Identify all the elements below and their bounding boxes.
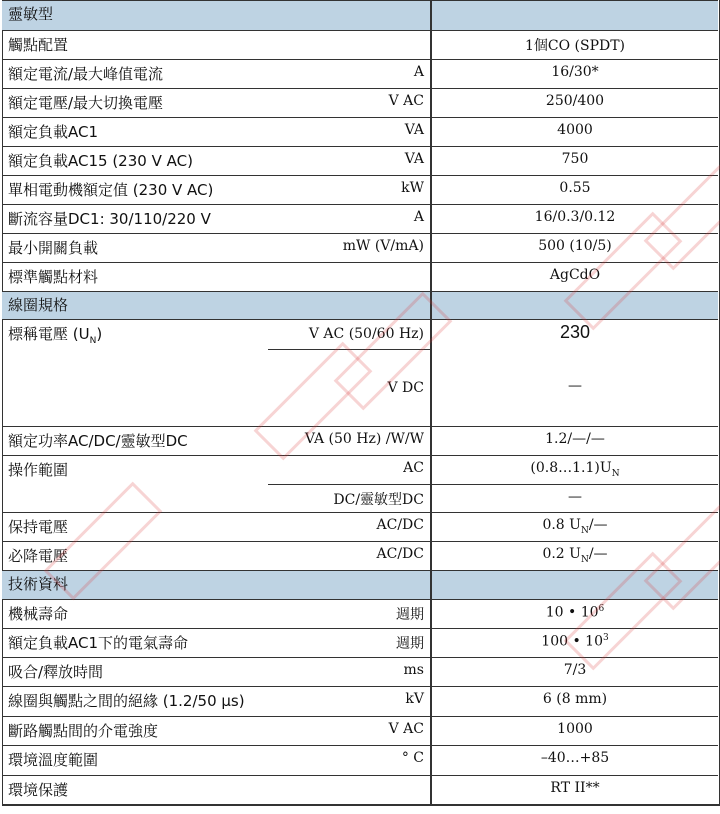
rated-power-label: 額定功率AC/DC/靈敏型DC	[8, 432, 188, 450]
contact-spec-row	[2, 175, 718, 204]
hold-voltage-unit: AC/DC	[376, 517, 424, 533]
nominal-ac-unit: V AC (50/60 Hz)	[308, 326, 424, 342]
range-dc-unit: DC/靈敏型DC	[333, 492, 424, 508]
mechanical-life-unit: 週期	[396, 607, 424, 623]
spec-label: 額定負載AC1	[8, 123, 99, 141]
spec-value: 250/400	[545, 93, 605, 109]
spec-value: RT II**	[550, 779, 600, 796]
column-divider	[430, 629, 432, 657]
contact-spec-row	[2, 59, 718, 88]
spec-value: 1個CO (SPDT)	[524, 38, 626, 54]
spec-label: 環境保護	[8, 780, 69, 799]
operating-range-label: 操作範圍	[8, 461, 69, 479]
spec-unit: A	[413, 64, 424, 80]
electrical-life-unit: 週期	[396, 636, 424, 652]
section-title: 靈敏型	[8, 5, 54, 23]
contact-spec-row	[2, 88, 718, 117]
column-divider	[430, 600, 432, 628]
spec-value: 16/30*	[551, 64, 599, 80]
rated-power-value: 1.2/—/—	[545, 431, 605, 447]
spec-unit: kV	[405, 691, 424, 708]
rated-power-row	[2, 426, 718, 455]
spec-value: AgCdO	[549, 267, 601, 283]
spec-label: 吸合/釋放時間	[8, 663, 104, 681]
spec-label: 最小開關負載	[8, 239, 99, 257]
column-divider	[430, 118, 432, 146]
range-ac-value: $(0.8\dots 1.1)U_N$	[530, 460, 620, 479]
spec-value: 16/0.3/0.12	[534, 209, 616, 225]
spec-value: 7/3	[563, 662, 587, 678]
column-divider	[430, 542, 432, 570]
range-dc-value: —	[568, 489, 582, 505]
nominal-dc-unit: V DC	[387, 380, 424, 396]
spec-unit: V AC	[388, 93, 424, 109]
nominal-ac-value: 230	[559, 322, 591, 342]
spec-label: 觸點配置	[8, 36, 69, 54]
drop-voltage-value: 0.2 $U_N/—$	[542, 546, 608, 565]
nominal-dc-value: —	[568, 378, 582, 394]
spec-unit: VA	[404, 122, 424, 138]
spec-label: 額定負載AC15 (230 V AC)	[8, 152, 193, 170]
spec-label: 標準觸點材料	[8, 268, 99, 286]
spec-unit: ms	[403, 662, 424, 678]
spec-unit: V AC	[388, 720, 424, 737]
drop-voltage-label: 必降電壓	[8, 547, 69, 565]
contact-spec-row	[2, 204, 718, 233]
hold-voltage-value: 0.8 $U_N/—$	[542, 517, 608, 536]
spec-label: 單相電動機額定值 (230 V AC)	[8, 181, 214, 199]
technical-spec-row	[2, 716, 718, 745]
section-header-sensitive	[2, 0, 718, 30]
spec-label: 斷路觸點間的介電強度	[8, 721, 159, 740]
column-divider	[430, 147, 432, 175]
spec-label: 額定電流/最大峰值電流	[8, 65, 164, 83]
range-ac-unit: AC	[403, 460, 424, 476]
rated-power-unit: VA (50 Hz) /W/W	[304, 431, 424, 447]
hold-voltage-label: 保持電壓	[8, 518, 69, 536]
column-divider	[430, 176, 432, 204]
column-divider	[430, 89, 432, 117]
spec-unit: A	[413, 209, 424, 225]
electrical-life-label: 額定負載AC1下的電氣壽命	[8, 634, 189, 652]
column-divider	[430, 776, 432, 804]
spec-value: 500 (10/5)	[538, 238, 612, 254]
column-divider	[430, 60, 432, 88]
spec-unit: ° C	[401, 750, 424, 767]
contact-spec-row	[2, 146, 718, 175]
column-divider	[430, 31, 432, 59]
column-divider	[430, 1, 432, 30]
column-divider	[430, 746, 432, 774]
spec-label: 斷流容量DC1: 30/110/220 V	[8, 210, 211, 228]
column-divider	[430, 717, 432, 745]
spec-unit: kW	[401, 180, 424, 196]
column-divider	[430, 456, 432, 512]
inner-divider	[268, 484, 718, 485]
technical-spec-row	[2, 775, 718, 804]
spec-value: 6 (8 mm)	[542, 691, 608, 708]
section-title: 線圈規格	[8, 296, 69, 314]
spec-unit: mW (V/mA)	[342, 238, 424, 254]
section-title: 技術資料	[8, 575, 69, 593]
drop-voltage-unit: AC/DC	[376, 546, 424, 562]
mechanical-life-label: 機械壽命	[8, 605, 69, 623]
spec-value: 1000	[557, 720, 593, 737]
column-divider	[430, 427, 432, 455]
technical-spec-row	[2, 686, 718, 715]
electrical-life-value: 100 • $10^3$	[541, 633, 609, 650]
spec-label: 線圈與觸點之間的絕緣 (1.2/50 μs)	[8, 692, 245, 711]
column-divider	[430, 687, 432, 715]
spec-value: –40…+85	[540, 750, 610, 767]
spec-label: 額定電壓/最大切換電壓	[8, 94, 164, 112]
spec-value: 4000	[557, 122, 593, 138]
spec-value: 750	[561, 151, 589, 167]
spec-label: 環境溫度範圍	[8, 751, 99, 770]
technical-spec-row	[2, 745, 718, 774]
column-divider	[430, 513, 432, 541]
contact-spec-row	[2, 30, 718, 59]
mechanical-life-value: 10 • $10^6$	[545, 604, 605, 621]
nominal-voltage-label: 標稱電壓 $(U_N)$	[8, 325, 103, 346]
contact-spec-row	[2, 117, 718, 146]
spec-unit: VA	[404, 151, 424, 167]
column-divider	[430, 263, 432, 291]
column-divider	[430, 234, 432, 262]
technical-spec-row	[2, 657, 718, 686]
column-divider	[430, 571, 432, 599]
column-divider	[430, 658, 432, 686]
spec-value: 0.55	[559, 180, 591, 196]
column-divider	[430, 205, 432, 233]
